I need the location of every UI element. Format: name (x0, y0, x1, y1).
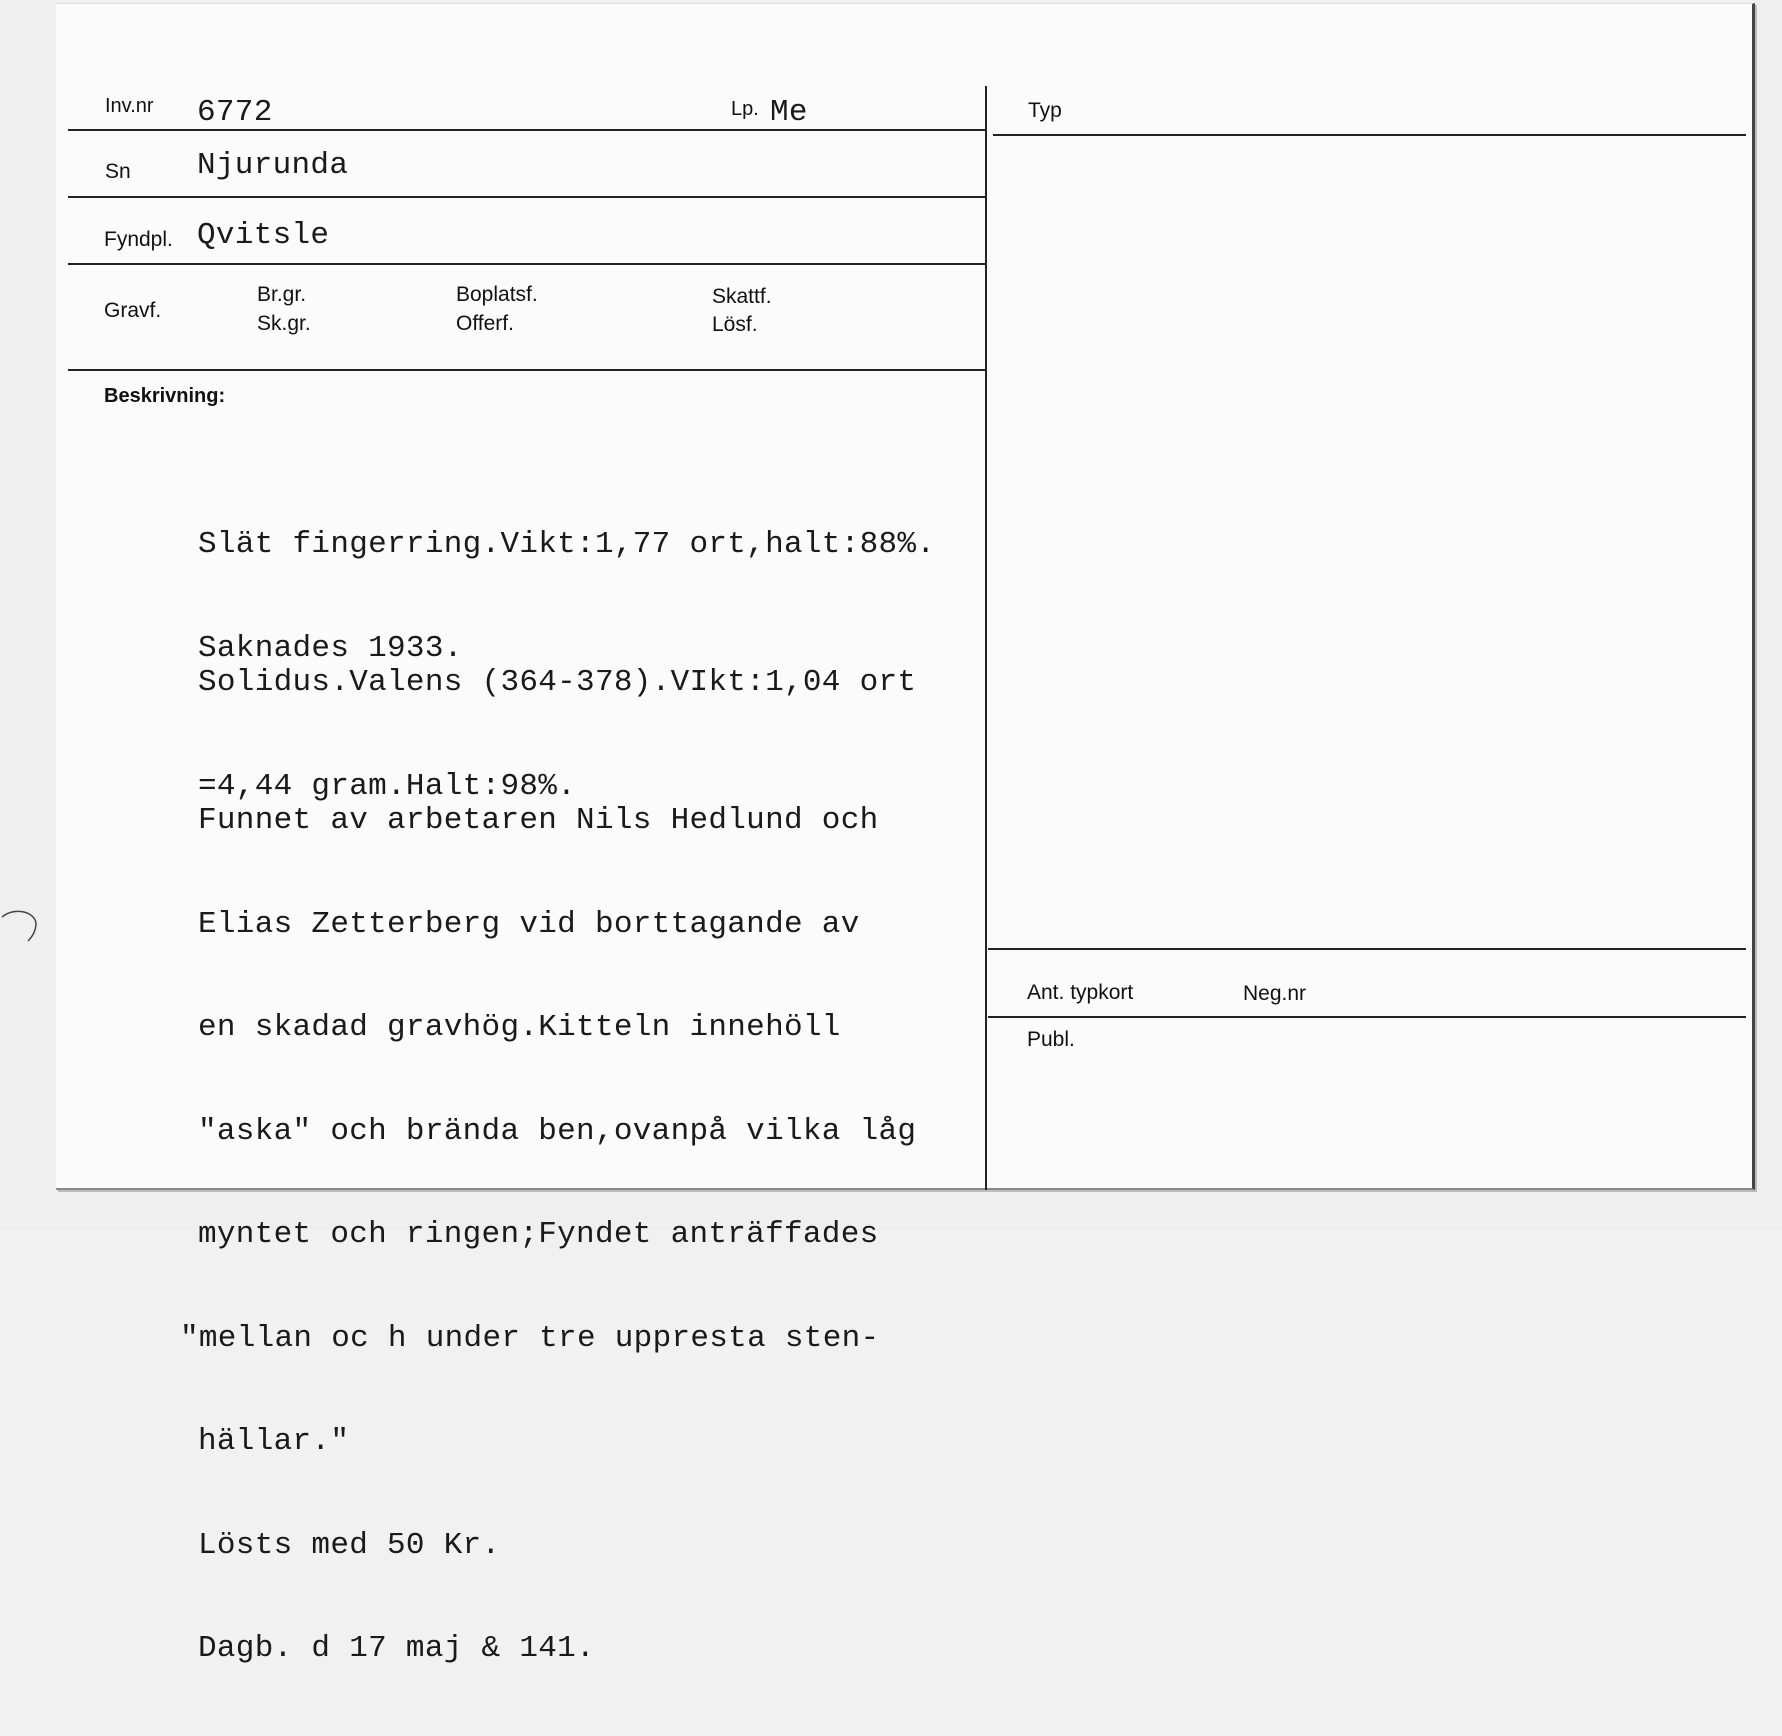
losf-label: Lösf. (712, 313, 758, 336)
boplatsf-label: Boplatsf. (456, 283, 538, 306)
fyndpl-value: Qvitsle (197, 218, 330, 253)
rule-fyndpl (68, 263, 985, 265)
rule-ant-bottom (988, 1016, 1746, 1018)
brgr-label: Br.gr. (257, 283, 307, 306)
description-line: "aska" och brända ben,ovanpå vilka låg (198, 1113, 917, 1149)
description-line: myntet och ringen;Fyndet anträffades (198, 1217, 879, 1252)
lp-label: Lp. (731, 98, 759, 120)
description-line: Elias Zetterberg vid borttagande av (198, 906, 860, 942)
rule-gravf (68, 369, 985, 371)
sn-value: Njurunda (197, 148, 349, 183)
rule-sn (68, 196, 985, 198)
offerf-label: Offerf. (456, 312, 514, 335)
gravf-label: Gravf. (104, 299, 162, 322)
skattf-label: Skattf. (712, 285, 772, 308)
description-line: "mellan oc h under tre uppresta sten- (180, 1320, 880, 1356)
description-line: Lösts med 50 Kr. (198, 1527, 501, 1563)
fyndpl-label: Fyndpl. (104, 228, 173, 251)
rule-typ (993, 134, 1746, 136)
description-line: en skadad gravhög.Kitteln innehöll (198, 1010, 841, 1045)
sn-label: Sn (105, 160, 131, 183)
inv-label: Inv.nr (105, 95, 154, 117)
lp-value: Me (770, 95, 808, 130)
description-line: Solidus.Valens (364-378).VIkt:1,04 ort (198, 665, 917, 700)
description-line: Saknades 1933. (198, 630, 463, 666)
typ-label: Typ (1028, 99, 1062, 122)
publ-label: Publ. (1027, 1028, 1075, 1051)
description-paragraph-3 (180, 735, 917, 1736)
description-label: Beskrivning: (104, 385, 226, 407)
description-line: Slät fingerring.Vikt:1,77 ort,halt:88%. (198, 527, 936, 562)
card-column-divider (985, 86, 987, 1190)
inv-value: 6772 (197, 95, 273, 130)
scan-mark (0, 905, 40, 945)
description-line: =4,44 gram.Halt:98%. (198, 768, 577, 804)
skgr-label: Sk.gr. (257, 312, 311, 335)
description-line: hällar." (198, 1424, 350, 1459)
rule-ant-top (988, 948, 1746, 950)
ant-typkort-label: Ant. typkort (1027, 981, 1134, 1004)
description-line: Funnet av arbetaren Nils Hedlund och (198, 803, 879, 838)
description-line: Dagb. d 17 maj & 141. (198, 1631, 595, 1666)
neg-nr-label: Neg.nr (1243, 982, 1307, 1005)
